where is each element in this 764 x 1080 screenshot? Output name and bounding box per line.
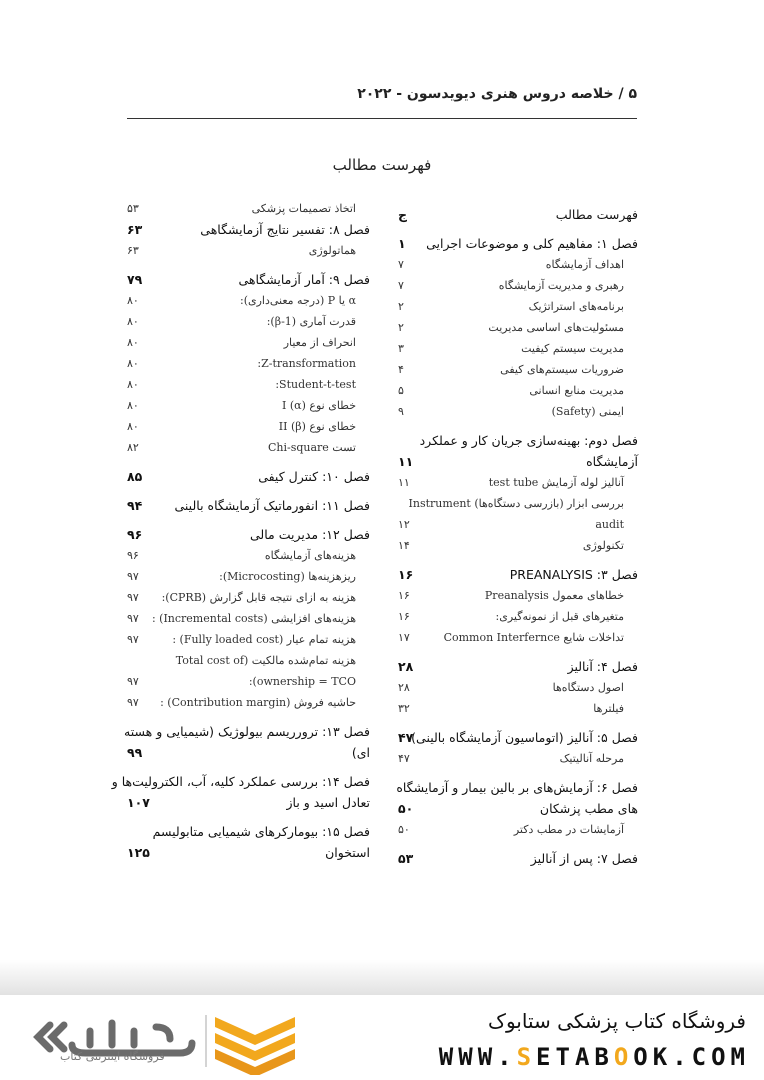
- toc-section-entry[interactable]: [127, 587, 370, 608]
- toc-entry-title: فصل ۱۲: مدیریت مالی: [250, 527, 370, 542]
- toc-entry-page: ج: [398, 207, 408, 222]
- footer-banner: [0, 995, 764, 1080]
- toc-entry-page: ۴۷: [398, 730, 414, 745]
- toc-title: فهرست مطالب: [332, 156, 432, 174]
- toc-entry-page: ۲۸: [398, 659, 414, 674]
- toc-entry-title: حاشیه فروش (Contribution margin) :: [160, 696, 356, 709]
- toc-entry-title: فصل ۸: تفسیر نتایج آزمایشگاهی: [200, 222, 370, 237]
- stacked-chevrons-icon: [215, 1017, 295, 1075]
- toc-chapter-entry[interactable]: [127, 495, 370, 516]
- toc-entry-title: تست Chi-square: [267, 441, 356, 454]
- toc-entry-page: ۸۰: [127, 420, 139, 433]
- toc-entry-title: فصل ۴: آنالیز: [567, 659, 638, 674]
- toc-entry-title: رهبری و مدیریت آزمایشگاه: [498, 279, 624, 292]
- toc-entry-title: فهرست مطالب: [555, 207, 638, 222]
- toc-entry-page: ۸۲: [127, 441, 139, 454]
- toc-entry-page: ۹۷: [127, 675, 139, 688]
- toc-entry-title: هزینه تمام‌شده مالکیت (Total cost of: [175, 654, 356, 667]
- toc-chapter-entry[interactable]: [127, 466, 370, 487]
- toc-section-entry[interactable]: [127, 566, 370, 587]
- toc-section-entry[interactable]: [398, 535, 638, 556]
- toc-section-entry[interactable]: [127, 671, 370, 692]
- toc-gap: [127, 813, 370, 821]
- toc-entry-page: ۹۷: [127, 612, 139, 625]
- toc-entry-title: تکنولوژی: [582, 539, 624, 552]
- toc-entry-page: ۷: [398, 258, 404, 271]
- toc-entry-title: Z-transformation:: [257, 357, 356, 370]
- toc-section-entry[interactable]: [398, 677, 638, 698]
- toc-chapter-entry[interactable]: [127, 742, 370, 763]
- toc-entry-page: ۳۲: [398, 702, 410, 715]
- toc-entry-page: ۷: [398, 279, 404, 292]
- toc-entry-title: مسئولیت‌های اساسی مدیریت: [488, 321, 624, 334]
- toc-entry-title: متغیرهای قبل از نمونه‌گیری:: [495, 610, 624, 623]
- toc-entry-page: ۶۳: [127, 244, 139, 257]
- toc-gap: [398, 556, 638, 564]
- store-name: فروشگاه کتاب پزشکی ستابوک: [488, 1009, 746, 1033]
- toc-gap: [127, 458, 370, 466]
- toc-entry-title: اصول دستگاه‌ها: [552, 681, 624, 694]
- toc-section-entry[interactable]: [398, 296, 638, 317]
- toc-entry-title: آزمایشات در مطب دکتر: [513, 823, 624, 836]
- toc-chapter-entry[interactable]: [398, 204, 638, 225]
- toc-entry-page: ۳: [398, 342, 404, 355]
- toc-section-entry[interactable]: [127, 353, 370, 374]
- toc-section-entry[interactable]: [398, 401, 638, 422]
- toc-entry-page: ۹۷: [127, 570, 139, 583]
- toc-entry-title: های مطب پزشکان: [539, 801, 638, 816]
- toc-chapter-entry[interactable]: [398, 233, 638, 254]
- toc-entry-page: ۶۳: [127, 222, 143, 237]
- toc-entry-title: خطای نوع I (α): [282, 399, 356, 412]
- toc-entry-page: ۹: [398, 405, 404, 418]
- toc-entry-page: ۹۹: [127, 745, 143, 760]
- toc-entry-page: ۴: [398, 363, 404, 376]
- toc-entry-page: ۸۰: [127, 399, 139, 412]
- toc-chapter-entry[interactable]: [127, 792, 370, 813]
- toc-entry-title: فصل ۱۴: بررسی عملکرد کلیه، آب، الکترولیت‌ها و: [111, 774, 370, 789]
- toc-chapter-entry[interactable]: [127, 269, 370, 290]
- toc-entry-title: برنامه‌های استراتژیک: [528, 300, 624, 313]
- toc-section-entry[interactable]: [398, 819, 638, 840]
- toc-gap: [127, 516, 370, 524]
- toc-entry-title: ریزهزینه‌ها (Microcosting):: [219, 570, 356, 583]
- toc-entry-title: فصل ۱۳: ترورریسم بیولوژیک (شیمیایی و هسته: [124, 724, 370, 739]
- toc-entry-page: ۹۴: [127, 498, 143, 513]
- toc-entry-title: خطاهای معمول Preanalysis: [484, 589, 624, 602]
- toc-entry-title: α یا P (درجه معنی‌داری):: [239, 294, 356, 307]
- toc-chapter-entry[interactable]: [398, 777, 638, 798]
- toc-section-entry[interactable]: [127, 650, 370, 671]
- toc-entry-page: ۸۰: [127, 378, 139, 391]
- toc-entry-title: ownership = TCO):: [248, 675, 356, 688]
- toc-gap: [398, 225, 638, 233]
- toc-section-entry[interactable]: [127, 311, 370, 332]
- toc-entry-page: ۱۶: [398, 610, 410, 623]
- logo-tagline: فروشگاه اینترنتی کتاب: [60, 1050, 165, 1063]
- toc-entry-page: ۱۶: [398, 567, 414, 582]
- toc-gap: [127, 487, 370, 495]
- toc-entry-page: ۸۰: [127, 315, 139, 328]
- toc-chapter-entry[interactable]: [127, 821, 370, 842]
- toc-section-entry[interactable]: [127, 629, 370, 650]
- toc-section-entry[interactable]: [398, 317, 638, 338]
- toc-entry-title: تعادل اسید و باز: [286, 795, 370, 810]
- toc-entry-title: فصل دوم: بهینه‌سازی جریان کار و عملکرد: [419, 433, 638, 448]
- toc-entry-page: ۵۳: [398, 851, 414, 866]
- toc-section-entry[interactable]: [127, 437, 370, 458]
- toc-entry-page: ۹۶: [127, 549, 139, 562]
- toc-gap: [398, 422, 638, 430]
- toc-section-entry[interactable]: [398, 514, 638, 535]
- store-url[interactable]: WWW.SETABOOK.COM: [438, 1043, 750, 1071]
- page-bottom-shadow: [0, 960, 764, 995]
- toc-chapter-entry[interactable]: [127, 219, 370, 240]
- setabook-wordmark: [38, 1023, 192, 1053]
- toc-entry-page: ۵: [398, 384, 404, 397]
- toc-chapter-entry[interactable]: [398, 564, 638, 585]
- toc-entry-title: انحراف از معیار: [283, 336, 356, 349]
- toc-entry-page: ۱: [398, 236, 406, 251]
- toc-entry-title: هزینه‌های آزمایشگاه: [264, 549, 356, 562]
- toc-entry-page: ۸۰: [127, 357, 139, 370]
- toc-entry-title: audit: [595, 518, 624, 531]
- toc-section-entry[interactable]: [127, 374, 370, 395]
- toc-entry-page: ۸۵: [127, 469, 143, 484]
- toc-chapter-entry[interactable]: [398, 451, 638, 472]
- toc-entry-title: ضروریات سیستم‌های کیفی: [500, 363, 624, 376]
- toc-chapter-entry[interactable]: [398, 848, 638, 869]
- toc-entry-title: مرحله آنالیتیک: [559, 752, 624, 765]
- toc-entry-page: ۱۰۷: [127, 795, 150, 810]
- toc-chapter-entry[interactable]: [398, 430, 638, 451]
- toc-section-entry[interactable]: [127, 240, 370, 261]
- toc-chapter-entry[interactable]: [127, 524, 370, 545]
- toc-section-entry[interactable]: [127, 692, 370, 713]
- toc-entry-title: تداخلات شایع Common Interfernce: [443, 631, 624, 644]
- toc-entry-title: هماتولوژی: [308, 244, 356, 257]
- toc-entry-title: فصل ۱۱: انفورماتیک آزمایشگاه بالینی: [174, 498, 370, 513]
- toc-chapter-entry[interactable]: [124, 721, 370, 742]
- toc-gap: [398, 769, 638, 777]
- toc-entry-page: ۱۴: [398, 539, 410, 552]
- toc-section-entry[interactable]: [398, 359, 638, 380]
- toc-entry-title: اتخاذ تصمیمات پزشکی: [251, 202, 356, 215]
- toc-left-column: [111, 198, 370, 863]
- toc-section-entry[interactable]: [127, 395, 370, 416]
- toc-entry-title: بررسی ابزار (بازرسی دستگاه‌ها) Instrument: [408, 497, 624, 510]
- toc-entry-title: آزمایشگاه: [586, 454, 638, 469]
- toc-gap: [127, 763, 370, 771]
- toc-entry-title: خطای نوع II (β): [278, 420, 356, 433]
- toc-entry-title: فصل ۱۵: بیومارکرهای شیمیایی متابولیسم: [152, 824, 370, 839]
- toc-section-entry[interactable]: [398, 748, 638, 769]
- toc-entry-title: فصل ۱۰: کنترل کیفی: [258, 469, 370, 484]
- toc-entry-page: ۱۶: [398, 589, 410, 602]
- toc-entry-title: فصل ۶: آزمایش‌های بر بالین بیمار و آزمایشگاه: [396, 780, 638, 795]
- toc-entry-page: ۷۹: [127, 272, 143, 287]
- toc-entry-title: هزینه تمام عیار (Fully loaded cost) :: [172, 633, 356, 646]
- toc-chapter-entry[interactable]: [398, 727, 638, 748]
- toc-section-entry[interactable]: [398, 627, 638, 648]
- toc-gap: [127, 713, 370, 721]
- toc-entry-title: ایمنی (Safety): [551, 405, 624, 418]
- toc-entry-title: مدیریت منابع انسانی: [529, 384, 624, 397]
- toc-entry-page: ۲: [398, 321, 404, 334]
- toc-entry-page: ۹۶: [127, 527, 143, 542]
- toc-entry-page: ۴۷: [398, 752, 410, 765]
- toc-entry-title: هزینه‌های افزایشی (Incremental costs) :: [151, 612, 356, 625]
- toc-entry-title: اهداف آزمایشگاه: [545, 258, 624, 271]
- toc-entry-title: ای): [351, 745, 370, 760]
- toc-gap: [398, 840, 638, 848]
- toc-entry-title: فصل ۹: آمار آزمایشگاهی: [238, 272, 370, 287]
- toc-entry-page: ۱۲۵: [127, 845, 150, 860]
- toc-entry-page: ۹۷: [127, 696, 139, 709]
- toc-entry-title: فصل ۳: PREANALYSIS: [509, 567, 638, 582]
- toc-entry-title: هزینه به ازای نتیجه قابل گزارش (CPRB):: [161, 591, 356, 604]
- toc-section-entry[interactable]: [127, 332, 370, 353]
- toc-chapter-entry[interactable]: [127, 842, 370, 863]
- toc-section-entry[interactable]: [398, 585, 638, 606]
- toc-section-entry[interactable]: [127, 608, 370, 629]
- toc-section-entry[interactable]: [127, 290, 370, 311]
- toc-entry-page: ۲: [398, 300, 404, 313]
- toc-section-entry[interactable]: [398, 338, 638, 359]
- toc-entry-title: آنالیز لوله آزمایش test tube: [488, 476, 624, 489]
- toc-chapter-entry[interactable]: [398, 798, 638, 819]
- toc-gap: [127, 261, 370, 269]
- toc-entry-page: ۵۰: [398, 823, 410, 836]
- toc-entry-page: ۱۱: [398, 454, 414, 469]
- toc-entry-title: قدرت آماری (β-1):: [266, 315, 356, 328]
- toc-entry-title: فیلترها: [593, 702, 624, 715]
- page-header: ۵ / خلاصه دروس هنری دیویدسون - ۲۰۲۲: [357, 86, 637, 102]
- toc-gap: [398, 648, 638, 656]
- toc-entry-page: ۸۰: [127, 336, 139, 349]
- toc-section-entry[interactable]: [127, 198, 370, 219]
- toc-section-entry[interactable]: [398, 606, 638, 627]
- toc-entry-page: ۸۰: [127, 294, 139, 307]
- toc-right-column: [398, 204, 638, 869]
- toc-section-entry[interactable]: [127, 545, 370, 566]
- toc-chapter-entry[interactable]: [398, 656, 638, 677]
- toc-entry-page: ۵۳: [127, 202, 139, 215]
- toc-entry-page: ۱۱: [398, 476, 410, 489]
- toc-entry-title: فصل ۷: پس از آنالیز: [530, 851, 638, 866]
- toc-entry-title: فصل ۵: آنالیز (اتوماسیون آزمایشگاه بالینی): [411, 730, 638, 745]
- toc-section-entry[interactable]: [398, 472, 638, 493]
- toc-entry-page: ۱۲: [398, 518, 410, 531]
- toc-entry-page: ۹۷: [127, 633, 139, 646]
- toc-entry-title: استخوان: [325, 845, 370, 860]
- toc-section-entry[interactable]: [398, 698, 638, 719]
- setabook-logo: [30, 1005, 300, 1075]
- toc-chapter-entry[interactable]: [111, 771, 370, 792]
- toc-entry-title: Student-t-test:: [275, 378, 356, 391]
- toc-entry-page: ۱۷: [398, 631, 410, 644]
- toc-section-entry[interactable]: [398, 275, 638, 296]
- toc-entry-page: ۵۰: [398, 801, 414, 816]
- header-divider: [127, 118, 637, 119]
- toc-entry-page: ۲۸: [398, 681, 410, 694]
- toc-section-entry[interactable]: [398, 493, 638, 514]
- toc-entry-title: فصل ۱: مفاهیم کلی و موضوعات اجرایی: [426, 236, 638, 251]
- toc-section-entry[interactable]: [127, 416, 370, 437]
- toc-entry-page: ۹۷: [127, 591, 139, 604]
- toc-section-entry[interactable]: [398, 380, 638, 401]
- toc-entry-title: مدیریت سیستم کیفیت: [521, 342, 624, 355]
- toc-gap: [398, 719, 638, 727]
- toc-section-entry[interactable]: [398, 254, 638, 275]
